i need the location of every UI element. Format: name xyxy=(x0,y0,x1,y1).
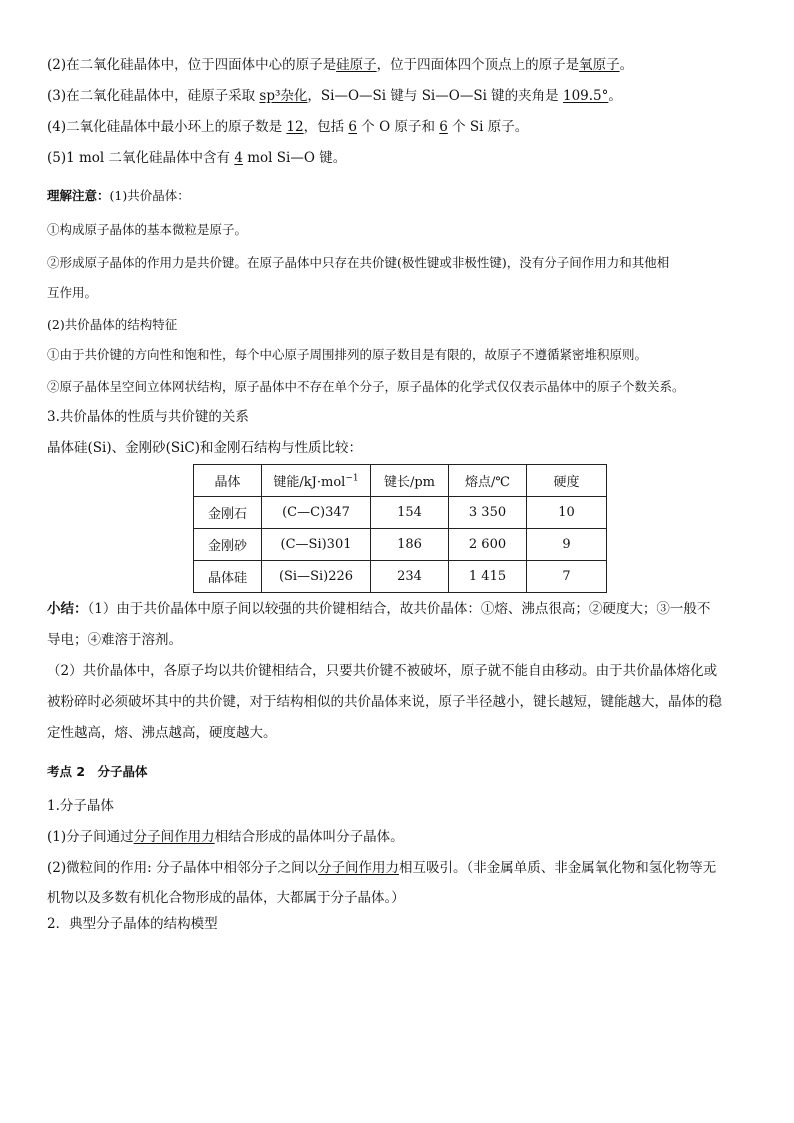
definition-line: 机物以及多数有机化合物形成的晶体，大都属于分子晶体。） xyxy=(47,890,405,906)
summary-line: 定性越高，熔、沸点越高，硬度越大。 xyxy=(47,725,277,741)
note-paragraph: 互作用。 xyxy=(47,285,98,300)
summary-label: 小结： xyxy=(47,601,88,617)
table-intro: 晶体硅(Si)、金刚砂(SiC)和金刚石结构与性质比较： xyxy=(47,440,363,456)
table-cell: 10 xyxy=(527,497,607,529)
sio2-line-4: (4)二氧化硅晶体中最小环上的原子数是 12，包括 6 个 O 原子和 6 个 Si 原子。 xyxy=(47,119,529,135)
answer-underline: 氧原子 xyxy=(579,57,620,73)
answer-underline: 硅原子 xyxy=(336,57,377,73)
table-cell: (C—Si)301 xyxy=(262,529,371,561)
answer-underline: 6 xyxy=(439,119,448,135)
summary-line: 导电；④难溶于溶剂。 xyxy=(47,632,182,648)
table-cell: 晶体硅 xyxy=(194,561,262,593)
answer-underline: 12 xyxy=(286,119,304,135)
answer-underline: 109.5° xyxy=(562,88,609,104)
answer-underline: 4 xyxy=(234,150,243,166)
answer-underline: 分子间作用力 xyxy=(133,829,215,845)
table-cell: 234 xyxy=(371,561,449,593)
notes-heading: 理解注意：(1)共价晶体： xyxy=(47,188,190,203)
definition-line: (2)微粒间的作用: 分子晶体中相邻分子之间以分子间作用力相互吸引。（非金属单质、非金属氧化物和氢化物等无 xyxy=(47,860,717,876)
comparison-table xyxy=(193,464,607,593)
summary-line: （2）共价晶体中，各原子均以共价键相结合，只要共价键不被破坏，原子就不能自由移动。由于共价晶体熔化或 xyxy=(47,663,718,679)
subsection-heading: 1.分子晶体 xyxy=(47,798,114,814)
table-row xyxy=(194,497,607,529)
definition-line: (1)分子间通过分子间作用力相结合形成的晶体叫分子晶体。 xyxy=(47,829,404,845)
table-header-row xyxy=(194,465,607,497)
note-paragraph: ②原子晶体呈空间立体网状结构，原子晶体中不存在单个分子，原子晶体的化学式仅仅表示晶体中的原子个数关系。 xyxy=(47,379,685,394)
section-title: 3.共价晶体的性质与共价键的关系 xyxy=(47,409,249,425)
table-cell: 9 xyxy=(527,529,607,561)
table-cell: 186 xyxy=(371,529,449,561)
summary-line: 被粉碎时必须破坏其中的共价键，对于结构相似的共价晶体来说，原子半径越小，键长越短，键能越大，晶体的稳 xyxy=(47,694,722,710)
answer-underline: 6 xyxy=(348,119,357,135)
table-cell: (C—C)347 xyxy=(262,497,371,529)
table-header-cell: 晶体 xyxy=(194,465,262,497)
table-header-cell: 键能/kJ·mol$^{-1}$ xyxy=(262,465,371,497)
table-cell: 7 xyxy=(527,561,607,593)
note-paragraph: ②形成原子晶体的作用力是共价键。在原子晶体中只存在共价键(极性键或非极性键)，没有分子间作用力和其他相 xyxy=(47,255,670,270)
table-cell: (Si—Si)226 xyxy=(262,561,371,593)
table-header-cell: 硬度 xyxy=(527,465,607,497)
sio2-line-2: (2)在二氧化硅晶体中，位于四面体中心的原子是硅原子，位于四面体四个顶点上的原子是氧原子。 xyxy=(47,57,634,73)
note-paragraph: ①由于共价键的方向性和饱和性，每个中心原子周围排列的原子数目是有限的，故原子不遵循紧密堆积原则。 xyxy=(47,347,648,362)
table-header-cell: 熔点/℃ xyxy=(449,465,527,497)
table-cell: 1 415 xyxy=(449,561,527,593)
table-cell: 2 600 xyxy=(449,529,527,561)
sio2-line-3: (3)在二氧化硅晶体中，硅原子采取 sp³杂化，Si—O—Si 键与 Si—O—Si 键的夹角是 109.5°。 xyxy=(47,88,622,104)
table-cell: 154 xyxy=(371,497,449,529)
table-header-cell: 键长/pm xyxy=(371,465,449,497)
subsection-heading: 2．典型分子晶体的结构模型 xyxy=(47,916,218,932)
table-cell: 金刚石 xyxy=(194,497,262,529)
table-row xyxy=(194,529,607,561)
sio2-line-5: (5)1 mol 二氧化硅晶体中含有 4 mol Si—O 键。 xyxy=(47,150,347,166)
table-row xyxy=(194,561,607,593)
note-paragraph: ①构成原子晶体的基本微粒是原子。 xyxy=(47,222,248,237)
answer-underline: 分子间作用力 xyxy=(317,860,399,876)
note-paragraph: (2)共价晶体的结构特征 xyxy=(47,317,178,332)
answer-underline: sp³杂化 xyxy=(259,88,308,104)
table-cell: 3 350 xyxy=(449,497,527,529)
summary-line: 小结：（1）由于共价晶体中原子间以较强的共价键相结合，故共价晶体：①熔、沸点很高；②硬度大；③一般不 xyxy=(47,601,711,617)
kaodian-heading: 考点 2 分子晶体 xyxy=(47,764,148,779)
table-cell: 金刚砂 xyxy=(194,529,262,561)
